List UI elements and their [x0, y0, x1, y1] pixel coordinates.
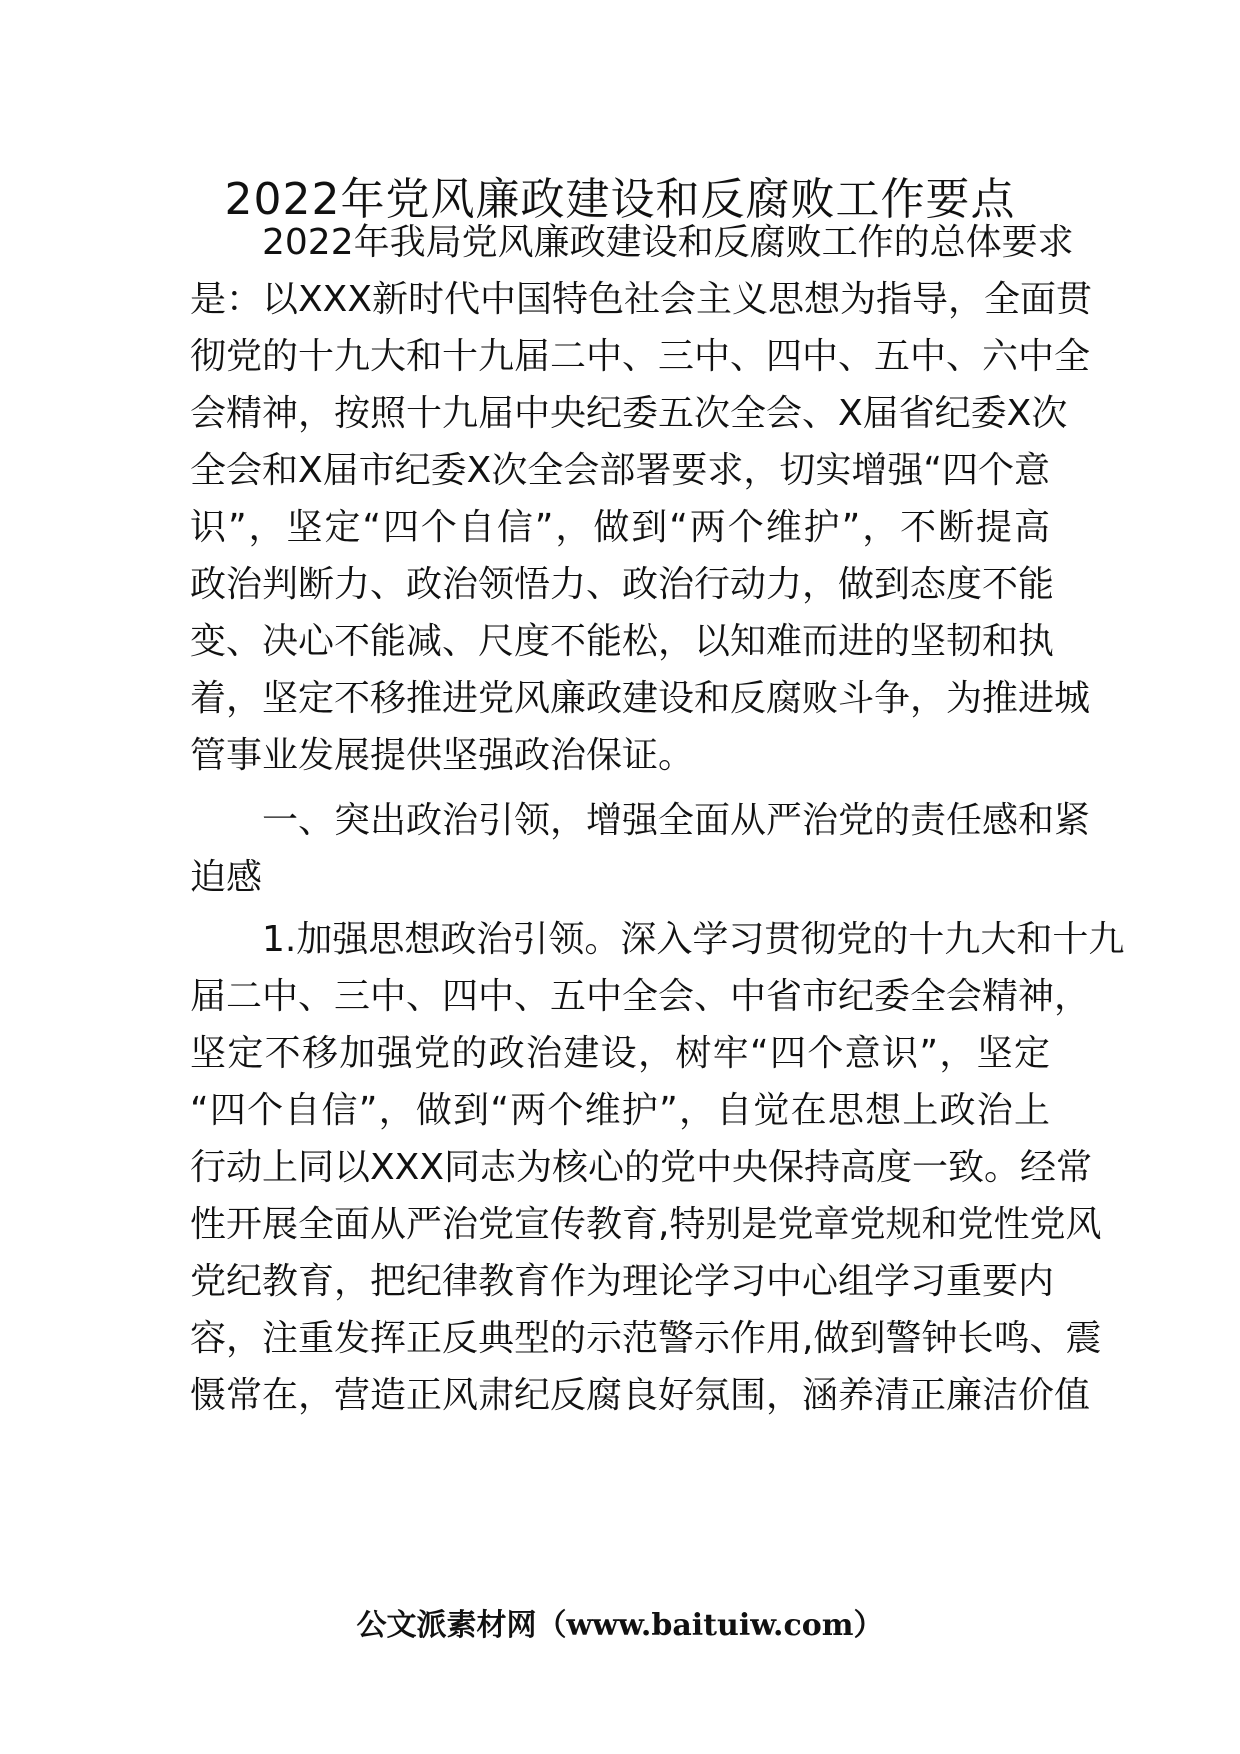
item1-line: 容，注重发挥正反典型的示范警示作用,做到警钟长鸣、震	[190, 1318, 1102, 1359]
footer-source: 公文派素材网（www.baituiw.com）	[356, 1608, 884, 1643]
intro-line: 政治判断力、政治领悟力、政治行动力，做到态度不能	[190, 564, 1055, 605]
item1-line: 行动上同以XXX同志为核心的党中央保持高度一致。经常	[190, 1147, 1092, 1188]
intro-line: 2022年我局党风廉政建设和反腐败工作的总体要求	[262, 222, 1074, 263]
document-title: 2022年党风廉政建设和反腐败工作要点	[224, 174, 1016, 225]
item1-line: 慑常在，营造正风肃纪反腐良好氛围，涵养清正廉洁价值	[190, 1375, 1091, 1416]
intro-line: 变、决心不能减、尺度不能松，以知难而进的坚韧和执	[190, 621, 1055, 662]
intro-line: 管事业发展提供坚强政治保证。	[190, 735, 695, 776]
item1-line: 坚定不移加强党的政治建设，树牢“四个意识”，坚定	[190, 1033, 1050, 1074]
item1-line: “四个自信”，做到“两个维护”，自觉在思想上政治上	[190, 1090, 1050, 1131]
intro-line: 是：以XXX新时代中国特色社会主义思想为指导，全面贯	[190, 279, 1092, 320]
section-heading-line: 一、突出政治引领，增强全面从严治党的责任感和紧	[262, 800, 1091, 841]
intro-line: 彻党的十九大和十九届二中、三中、四中、五中、六中全	[190, 336, 1091, 377]
intro-line: 识”，坚定“四个自信”，做到“两个维护”，不断提高	[190, 507, 1050, 548]
intro-line: 会精神，按照十九届中央纪委五次全会、X届省纪委X次	[190, 393, 1068, 434]
intro-line: 全会和X届市纪委X次全会部署要求，切实增强“四个意	[190, 450, 1050, 491]
section-heading-line: 迫感	[190, 857, 263, 898]
item1-line: 性开展全面从严治党宣传教育,特别是党章党规和党性党风	[190, 1204, 1102, 1245]
item1-line: 届二中、三中、四中、五中全会、中省市纪委全会精神，	[190, 976, 1091, 1017]
item1-line: 党纪教育，把纪律教育作为理论学习中心组学习重要内	[190, 1261, 1055, 1302]
intro-line: 着，坚定不移推进党风廉政建设和反腐败斗争，为推进城	[190, 678, 1091, 719]
item1-line: 1.加强思想政治引领。深入学习贯彻党的十九大和十九	[262, 919, 1125, 960]
